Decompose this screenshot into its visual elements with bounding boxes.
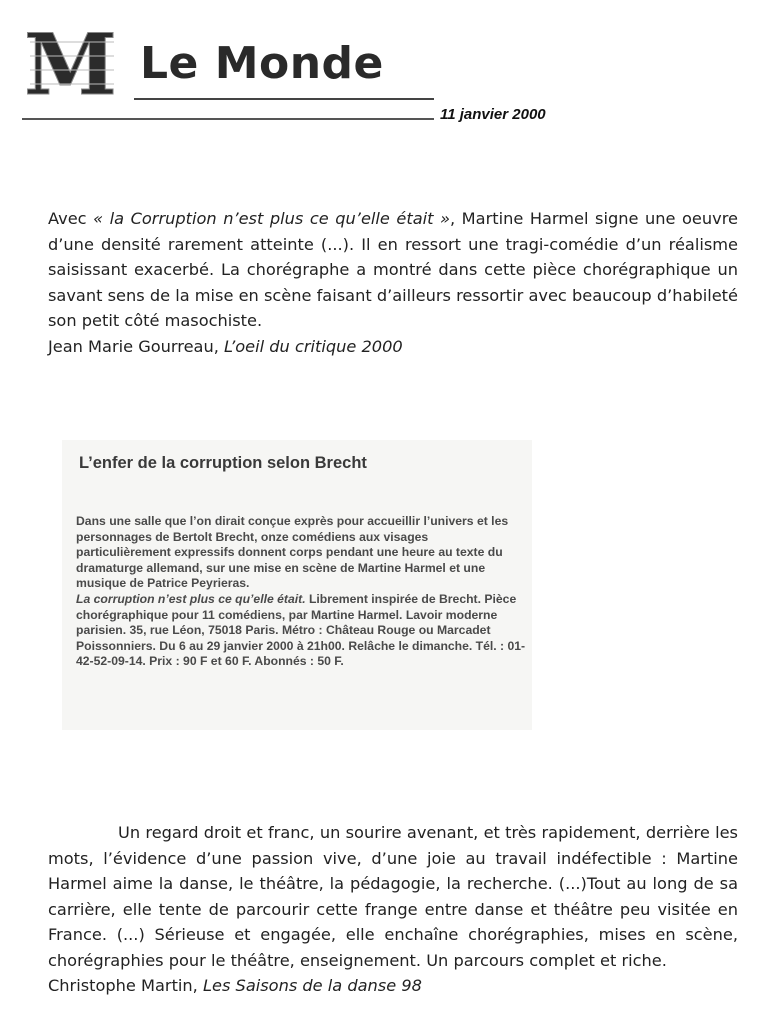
clipping-paragraph: Dans une salle que l’on dirait conçue exprès pour accueillir l’univers et les personnages de Bertolt Brecht, onze comédiens aux visages particulièrement expressifs donnent corps pendant une heure au texte du dramaturge allemand, sur une mise en scène de Martine Harmel et une musique de Patrice Peyrieras. bbox=[76, 514, 509, 591]
le-monde-logo bbox=[22, 22, 122, 102]
clipping-headline: L’enfer de la corruption selon Brecht bbox=[79, 454, 367, 472]
masthead-header bbox=[22, 20, 582, 130]
newspaper-clipping bbox=[62, 440, 532, 730]
critic-name: Jean Marie Gourreau, bbox=[48, 336, 225, 356]
review-quote-2-body: Un regard droit et franc, un sourire avenant, et très rapidement, derrière les mots, l’évidence d’une passion vive, d’une joie au travail indéfectible : Martine Harmel aime la danse, le théâtre, la pédagogie, la recherche. (...)Tout au long de sa carrière, elle tente de parcourir cette frange entre danse et théâtre peu visitée en France. (...) Sérieuse et engagée, elle enchaîne chorégraphies, mises en scène, chorégraphies pour le théâtre, enseignement. Un parcours complet et riche. bbox=[48, 823, 738, 970]
date-rule bbox=[22, 118, 434, 120]
publication-name: Le Monde bbox=[140, 38, 384, 89]
review-quote-2-attribution bbox=[48, 973, 738, 999]
critic-name: Christophe Martin, bbox=[48, 976, 203, 995]
critic-source: Les Saisons de la danse 98 bbox=[202, 976, 422, 995]
clipping-body bbox=[76, 514, 526, 670]
masthead-rule bbox=[134, 98, 434, 100]
clipping-show-title: La corruption n’est plus ce qu’elle était. bbox=[76, 591, 306, 606]
clipping-show-info: La corruption n’est plus ce qu’elle était. Librement inspirée de Brecht. Pièce chorégraphique pour 11 comédiens, par Martine Harmel. Lavoir moderne parisien. 35, rue Léon, 75018 Paris. Métro : Château Rouge ou Marcadet Poissonniers. Du 6 au 29 janvier 2000 à 21h00. Relâche le dimanche. Tél. : 01-42-52-09-14. Prix : 90 F et 60 F. Abonnés : 50 F. bbox=[76, 591, 526, 669]
publication-date: 11 janvier 2000 bbox=[440, 106, 546, 123]
review-quote-1-body: Avec « la Corruption n’est plus ce qu’elle était », Martine Harmel signe une oeuvre d’une densité rarement atteinte (...). Il en ressort une tragi-comédie d’un réalisme saisissant exacerbé. La chorégraphe a montré dans cette pièce chorégraphique un savant sens de la mise en scène faisant d’ailleurs ressortir avec beaucoup d’habileté son petit côté masochiste. bbox=[48, 209, 738, 330]
review-quote-1 bbox=[48, 206, 738, 359]
svg-text:M: M bbox=[24, 22, 117, 102]
review-quote-1-attribution bbox=[48, 334, 738, 360]
review-quote-2 bbox=[48, 820, 738, 999]
show-title: « la Corruption n’est plus ce qu’elle était » bbox=[93, 209, 450, 228]
critic-source: L’oeil du critique 2000 bbox=[224, 336, 403, 356]
